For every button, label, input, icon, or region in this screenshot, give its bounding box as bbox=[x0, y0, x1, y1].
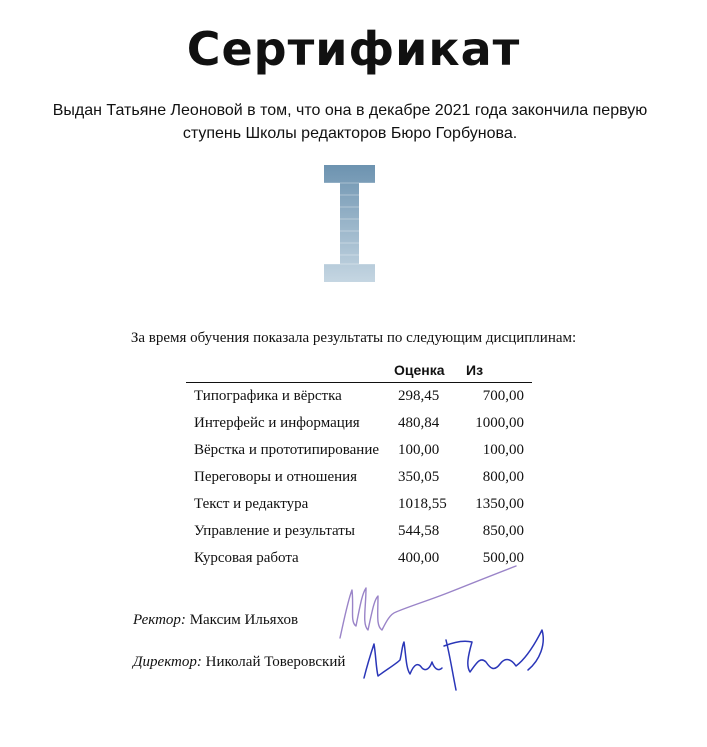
issued-line-2: ступень Школы редакторов Бюро Горбунова. bbox=[182, 125, 518, 142]
certificate-title: Сертификат bbox=[186, 22, 521, 76]
table-row bbox=[186, 410, 532, 437]
table-row bbox=[186, 383, 532, 411]
discipline-name: Типографика и вёрстка bbox=[194, 388, 342, 404]
issued-statement bbox=[40, 99, 660, 145]
max-header: Из bbox=[466, 360, 532, 383]
discipline-score: 350,05 bbox=[398, 469, 440, 485]
table-row bbox=[186, 491, 532, 518]
grades-header-row bbox=[186, 360, 532, 383]
rector-signatory bbox=[133, 612, 298, 629]
table-row bbox=[186, 464, 532, 491]
table-row bbox=[186, 518, 532, 545]
director-signature bbox=[364, 630, 543, 690]
discipline-name: Текст и редактура bbox=[194, 496, 309, 512]
director-name: Николай Товеровский bbox=[205, 654, 346, 670]
discipline-score: 544,58 bbox=[398, 523, 440, 539]
signatures bbox=[320, 560, 560, 700]
discipline-name: Управление и результаты bbox=[194, 523, 355, 539]
discipline-name: Вёрстка и прототипирование bbox=[194, 442, 380, 458]
discipline-max: 700,00 bbox=[482, 388, 524, 404]
discipline-max: 800,00 bbox=[482, 469, 524, 485]
discipline-score: 480,84 bbox=[398, 415, 440, 431]
discipline-name: Интерфейс и информация bbox=[194, 415, 360, 431]
rector-name: Максим Ильяхов bbox=[189, 612, 299, 628]
issued-line-1: Выдан Татьяне Леоновой в том, что она в декабре 2021 года закончила первую bbox=[52, 102, 648, 119]
discipline-max: 500,00 bbox=[482, 550, 524, 566]
discipline-max: 850,00 bbox=[482, 523, 524, 539]
director-signatory bbox=[133, 654, 345, 671]
discipline-score: 100,00 bbox=[398, 442, 440, 458]
roman-numeral-one-emblem bbox=[324, 165, 376, 283]
grades-table bbox=[186, 360, 532, 572]
discipline-score: 400,00 bbox=[398, 550, 440, 566]
discipline-max: 1000,00 bbox=[475, 415, 524, 431]
director-role: Директор: bbox=[133, 654, 202, 670]
discipline-score: 1018,55 bbox=[398, 496, 447, 512]
discipline-max: 1350,00 bbox=[475, 496, 524, 512]
table-row bbox=[186, 437, 532, 464]
results-intro: За время обучения показала результаты по следующим дисциплинам: bbox=[130, 330, 577, 346]
score-header: Оценка bbox=[394, 360, 466, 383]
rector-role: Ректор: bbox=[133, 612, 186, 628]
discipline-score: 298,45 bbox=[398, 388, 440, 404]
discipline-name: Курсовая работа bbox=[194, 550, 299, 566]
discipline-name: Переговоры и отношения bbox=[194, 469, 358, 485]
discipline-max: 100,00 bbox=[482, 442, 524, 458]
discipline-header bbox=[186, 360, 394, 383]
rector-signature bbox=[340, 566, 516, 638]
